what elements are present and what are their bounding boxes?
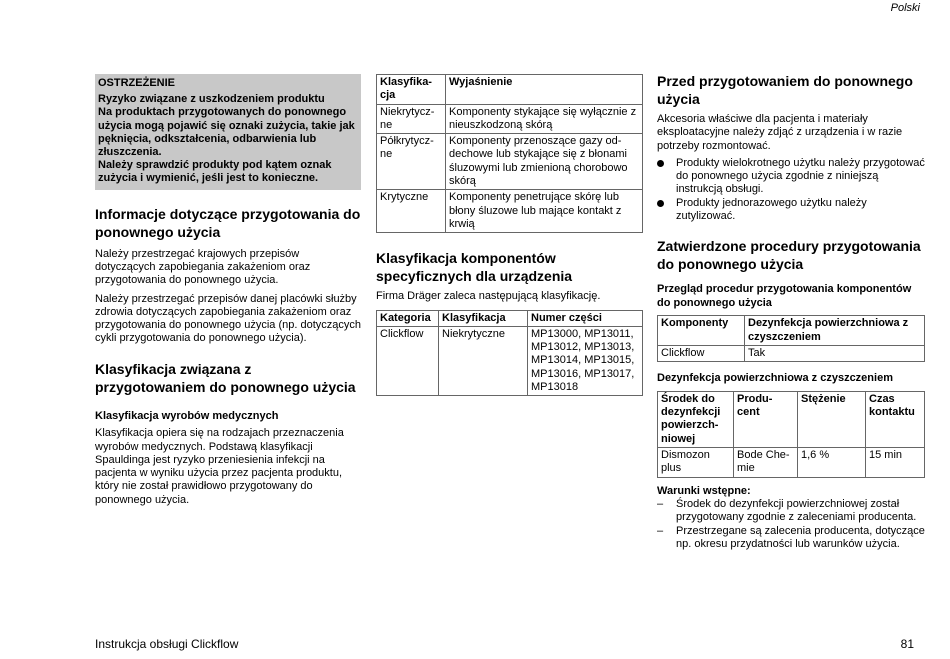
- table-cell: Bode Che-mie: [734, 447, 798, 477]
- section-heading: Informacje dotyczące przygotowania do ponownego użycia: [95, 205, 361, 240]
- table-header: Czas kontaktu: [866, 391, 925, 447]
- table-cell: Dismozon plus: [658, 447, 734, 477]
- list-item-text: Produkty jednorazowego użytku należy zutylizować.: [676, 196, 867, 223]
- table-header: Klasyfika-cja: [377, 75, 446, 105]
- section-heading: Klasyfikacja komponentów specyficznych dla urządzenia: [376, 250, 573, 285]
- table-header: Numer części: [528, 310, 643, 326]
- table-row: [377, 134, 643, 190]
- table-cell: Tak: [745, 345, 925, 361]
- table-cell: MP13000, MP13011, MP13012, MP13013, MP13014, MP13015, MP13016, MP13017, MP13018: [528, 326, 643, 395]
- section-heading: Klasyfikacja związana z przygotowaniem do ponownego użycia: [95, 360, 356, 395]
- table-cell: Niekrytyczne: [439, 326, 528, 395]
- warning-box: [95, 74, 361, 190]
- section-heading: Zatwierdzone procedury przygotowania do ponownego użycia: [657, 238, 921, 273]
- table-row: [658, 447, 925, 477]
- table-cell: Clickflow: [658, 345, 745, 361]
- warning-line: Na produktach przygotowanych do ponownego użycia mogą pojawić się oznaki zużycia, takie jak pęknięcia, odkształcenia, odbarwienia lub złuszczenia.: [98, 106, 355, 159]
- footer-document-title: Instrukcja obsługi Clickflow: [95, 637, 239, 651]
- table-header-row: [658, 316, 925, 346]
- language-label: Polski: [890, 2, 920, 14]
- column-right: [657, 72, 925, 551]
- paragraph: Firma Dräger zaleca następującą klasyfikację.: [376, 290, 601, 303]
- table-cell: Komponenty stykające się wyłącznie z nieuszkodzoną skórą: [446, 104, 643, 134]
- bullet-list: [657, 157, 925, 223]
- table-header: Produ-cent: [734, 391, 798, 447]
- table-row: [377, 104, 643, 134]
- table-header: Klasyfikacja: [439, 310, 528, 326]
- subheading: Klasyfikacja wyrobów medycznych: [95, 409, 279, 422]
- dash-icon: –: [657, 524, 664, 537]
- paragraph: Należy przestrzegać krajowych przepisów dotyczących zapobiegania zakażeniom oraz przygotowania do ponownego użycia.: [95, 247, 311, 287]
- subheading: Warunki wstępne:: [657, 484, 751, 497]
- bullet-icon: [657, 160, 664, 167]
- table-header: Kategoria: [377, 310, 439, 326]
- table-header-row: [377, 75, 643, 105]
- column-middle: [376, 74, 643, 396]
- list-item-text: Produkty wielokrotnego użytku należy przygotować do ponownego użycia zgodnie z niniejszą instrukcją obsługi.: [676, 156, 925, 196]
- table-cell: Komponenty przenoszące gazy od-dechowe lub stykające się z błonami śluzowymi lub zmienioną chorobowo skórą: [446, 134, 643, 190]
- table-header: Komponenty: [658, 316, 745, 346]
- warning-line: Należy sprawdzić produkty pod kątem oznak zużycia i wymienić, jeśli jest to konieczne.: [98, 159, 332, 185]
- subheading: Przegląd procedur przygotowania komponentów do ponownego użycia: [657, 283, 912, 309]
- table-header-row: [377, 310, 643, 326]
- column-left: [95, 74, 361, 507]
- table-cell: Krytyczne: [377, 190, 446, 233]
- paragraph: Akcesoria właściwe dla pacjenta i materiały eksploatacyjne należy zdjąć z urządzenia i w razie potrzeby rozmontować.: [657, 113, 903, 152]
- procedures-table: [657, 315, 925, 362]
- component-table: [376, 310, 643, 397]
- list-item: [657, 525, 925, 552]
- table-row: [377, 190, 643, 233]
- table-row: [377, 326, 643, 395]
- table-cell: Półkrytycz-ne: [377, 134, 446, 190]
- table-cell: Niekrytycz-ne: [377, 104, 446, 134]
- page-number: 81: [900, 637, 914, 651]
- table-row: [658, 345, 925, 361]
- table-cell: 15 min: [866, 447, 925, 477]
- list-item-text: Przestrzegane są zalecenia producenta, dotyczące np. okresu przydatności lub warunków użycia.: [676, 524, 925, 550]
- table-header-row: [658, 391, 925, 447]
- paragraph: Należy przestrzegać przepisów danej placówki służby zdrowia dotyczących zapobiegania zakażeniom oraz przygotowania do ponownego użycia (np. dotyczących cykli przygotowania do ponownego użycia).: [95, 292, 361, 345]
- list-item: [657, 157, 925, 197]
- table-header: Wyjaśnienie: [446, 75, 643, 105]
- bullet-icon: [657, 200, 664, 207]
- classification-table: [376, 74, 643, 233]
- subheading: Dezynfekcja powierzchniowa z czyszczeniem: [657, 372, 893, 385]
- warning-title: OSTRZEŻENIE: [98, 77, 176, 89]
- dash-icon: –: [657, 498, 664, 511]
- list-item-text: Środek do dezynfekcji powierzchniowej został przygotowany zgodnie z zaleceniami producenta.: [676, 498, 917, 524]
- table-header: Środek do dezynfekcji powierzch-niowej: [658, 391, 734, 447]
- paragraph: Klasyfikacja opiera się na rodzajach przeznaczenia wyrobów medycznych. Podstawą klasyfikacji Spauldinga jest ryzyko przeniesienia infekcji na pacjenta w wyniku użycia przez pacjenta produktu, który nie został prawidłowo przygotowany do ponownego użycia.: [95, 427, 344, 506]
- section-heading: Przed przygotowaniem do ponownego użycia: [657, 73, 913, 107]
- list-item: [657, 498, 925, 525]
- warning-line: Ryzyko związane z uszkodzeniem produktu: [98, 93, 325, 106]
- table-header: Dezynfekcja powierzchniowa z czyszczeniem: [745, 316, 925, 346]
- table-cell: Clickflow: [377, 326, 439, 395]
- disinfectant-table: [657, 391, 925, 478]
- dash-list: [657, 498, 925, 551]
- table-header: Stężenie: [798, 391, 866, 447]
- table-cell: Komponenty penetrujące skórę lub błony śluzowe lub mające kontakt z krwią: [446, 190, 643, 233]
- table-cell: 1,6 %: [798, 447, 866, 477]
- list-item: [657, 197, 925, 224]
